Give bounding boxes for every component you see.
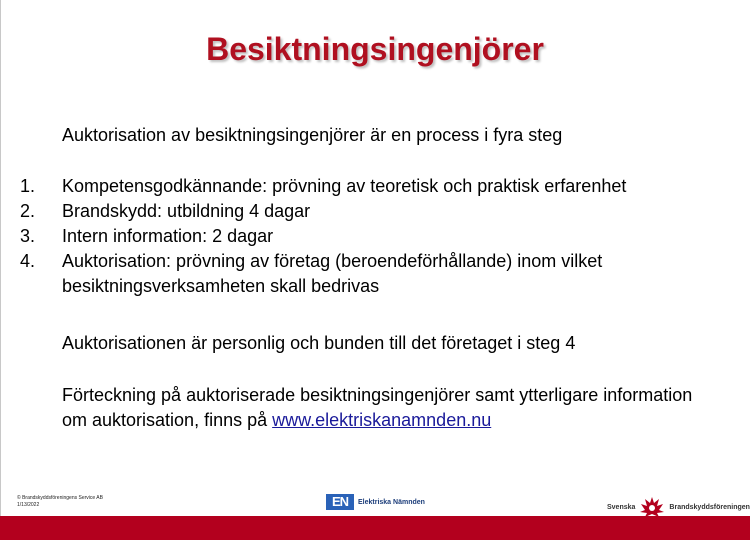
step-number: 2. (20, 201, 36, 221)
footer-red-bar (0, 516, 750, 540)
step-text: Intern information: 2 dagar (62, 226, 274, 246)
en-logo-mark: EN (326, 494, 354, 510)
step-number: 4. (20, 251, 36, 271)
elektriskanamnden-link[interactable]: www.elektriskanamnden.nu (272, 410, 492, 430)
slide-title: Besiktningsingenjörer (206, 31, 544, 67)
registry-text-body: Förteckning på auktoriserade besiktningsingenjörer samt ytterligare information om auktorisation, finns på (62, 385, 693, 430)
flame-crown-icon (639, 496, 665, 518)
footer-copyright (17, 495, 103, 509)
copyright-text: © Brandskyddsföreningens Service AB (17, 495, 103, 501)
brandskyddsforeningen-logo (607, 496, 750, 518)
step-text: Auktorisation: prövning av företag (beroendeförhållande) inom vilket besiktningsverksamheten skall bedrivas (62, 251, 603, 296)
en-logo-text: Elektriska Nämnden (358, 498, 425, 506)
list-item (20, 224, 720, 249)
auth-personal-text: Auktorisationen är personlig och bunden till det företaget i steg 4 (62, 333, 576, 353)
step-text: Kompetensgodkännande: prövning av teoretisk och praktisk erfarenhet (62, 176, 627, 196)
elektriska-namnden-logo (326, 494, 425, 510)
slide-left-border (0, 0, 1, 516)
step-text: Brandskydd: utbildning 4 dagar (62, 201, 311, 221)
steps-list (20, 174, 720, 299)
intro-text: Auktorisation av besiktningsingenjörer är en process i fyra steg (62, 125, 563, 145)
step-number: 3. (20, 226, 36, 246)
list-item (20, 174, 720, 199)
sbf-logo-right-text: Brandskyddsföreningen (669, 503, 750, 511)
sbf-logo-left-text: Svenska (607, 503, 636, 511)
list-item (20, 249, 720, 299)
registry-text (62, 383, 702, 433)
list-item (20, 199, 720, 224)
step-number: 1. (20, 176, 36, 196)
slide-date: 1/13/2022 (17, 502, 40, 508)
